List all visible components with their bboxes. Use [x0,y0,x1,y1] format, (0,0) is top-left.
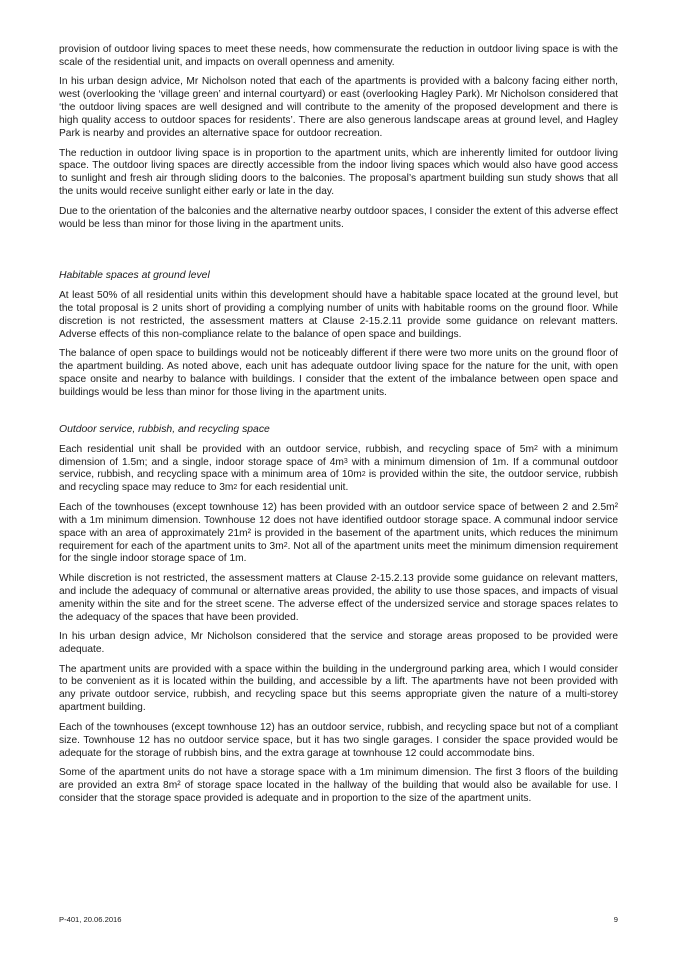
text-run: Each residential unit shall be provided with an outdoor service, rubbish, and recycling space of 5m [59,443,534,455]
text-run: for each residential unit. [237,482,349,494]
superscript: 2 [533,445,538,453]
paragraph: Due to the orientation of the balconies and the alternative nearby outdoor spaces, I consider the extent of this adverse effect would be less than minor for those living in the apartment units. [59,205,618,230]
text-run: . Not all of the apartment units meet the minimum dimension requirement for the single indoor storage space of 1m. [59,540,618,565]
page-body [59,44,618,812]
paragraph: At least 50% of all residential units within this development should have a habitable space located at the ground level, but the total proposal is 2 units short of providing a complying number of units with habitable rooms on the ground floor. While discretion is not restricted, the assessment matters at Clause 2-15.2.11 provide some guidance on relevant matters. Adverse effects of this non-compliance relate to the balance of open space and buildings. [59,290,618,340]
text-run: is provided within the site, the outdoor service, rubbish and recycling space may reduce to 3m [59,469,618,494]
paragraph: In his urban design advice, Mr Nicholson noted that each of the apartments is provided with a balcony facing either north, west (overlooking the ‘village green’ and internal courtyard) or east (overlooking Hagley Park). Mr Nicholson considered that ‘the outdoor living spaces are well designed and will contribute to the amenity of the proposed development and there is high quality access to outdoor spaces for residents’. There are also generous landscape areas at ground level, and Hagley Park is nearby and provides an alternative space for outdoor recreation. [59,76,618,140]
paragraph: The reduction in outdoor living space is in proportion to the apartment units, which are inherently limited for outdoor living space. The outdoor living spaces are directly accessible from the indoor living spaces which would also have good access to sunlight and fresh air through sliding doors to the balconies. The proposal’s apartment building sun study shows that all the units would receive sunlight either early or late in the day. [59,147,618,198]
text-run: with a minimum dimension of 1.5m; and a single, indoor storage space of 4m [59,443,618,468]
text-run: with a minimum dimension of 1m. If a communal outdoor service, rubbish, and recycling space with a minimum area of 10m [59,456,618,481]
superscript: 2 [233,483,238,491]
paragraph: The balance of open space to buildings would not be noticeably different if there were two more units on the ground floor of the apartment building. As noted above, each unit has adequate outdoor living space for the nature for the unit, with open space onsite and nearby to balance with buildings. I consider that the extent of the imbalance between open space and buildings would be less than minor for those living in the apartment units. [59,348,618,399]
paragraph: While discretion is not restricted, the assessment matters at Clause 2-15.2.13 provide some guidance on relevant matters, and include the adequacy of communal or alternative areas provided, the ability to use those spaces, and impacts of visual amenity within the site and for the street scene. The adverse effect of the undersized service and storage spaces relates to the adequacy of the spaces that have been provided. [59,572,618,623]
section-spacer [59,407,618,423]
section-heading-outdoor-service: Outdoor service, rubbish, and recycling space [59,423,270,435]
paragraph: Some of the apartment units do not have a storage space with a 1m minimum dimension. The first 3 floors of the building are provided an extra 8m² of storage space located in the hallway of the building that would also be available for use. I consider that the storage space provided is adequate and in proportion to the size of the apartment units. [59,767,618,804]
paragraph [59,502,618,567]
document-reference: P-401, 20.06.2016 [59,915,122,924]
paragraph: In his urban design advice, Mr Nicholson considered that the service and storage areas proposed to be provided were adequate. [59,631,618,656]
superscript: 2 [283,542,288,550]
section-spacer [59,238,618,269]
page-number: 9 [613,915,618,924]
paragraph: Each of the townhouses (except townhouse 12) has an outdoor service, rubbish, and recycling space but not of a compliant size. Townhouse 12 has no outdoor service space, but it has two single garages. I consider the space provided would be adequate for the storage of rubbish bins, and the extra garage at townhouse 12 could accommodate bins. [59,721,618,759]
paragraph: The apartment units are provided with a space within the building in the underground parking area, which I would consider to be convenient as it is located within the building, and accessible by a lift. The apartments have not been provided with any private outdoor service, rubbish, and recycling space but this seems appropriate given the nature of a multi-storey apartment building. [59,663,618,714]
paragraph: provision of outdoor living spaces to meet these needs, how commensurate the reduction in outdoor living space is with the scale of the residential unit, and impacts on overall openness and amenity. [59,44,618,68]
section-heading-habitable: Habitable spaces at ground level [59,270,210,282]
superscript: 3 [343,458,348,466]
superscript: 2 [361,471,366,479]
text-run: Each of the townhouses (except townhouse 12) has been provided with an outdoor service space of between 2 and 2.5m² with a 1m minimum dimension. Townhouse 12 does not have identified outdoor storage space. A communal indoor service space with an area of approximately 21m² is provided in the basement of the apartment units, which reduces the minimum requirement for each of the apartment units to 3m [59,501,618,552]
paragraph [59,444,618,496]
